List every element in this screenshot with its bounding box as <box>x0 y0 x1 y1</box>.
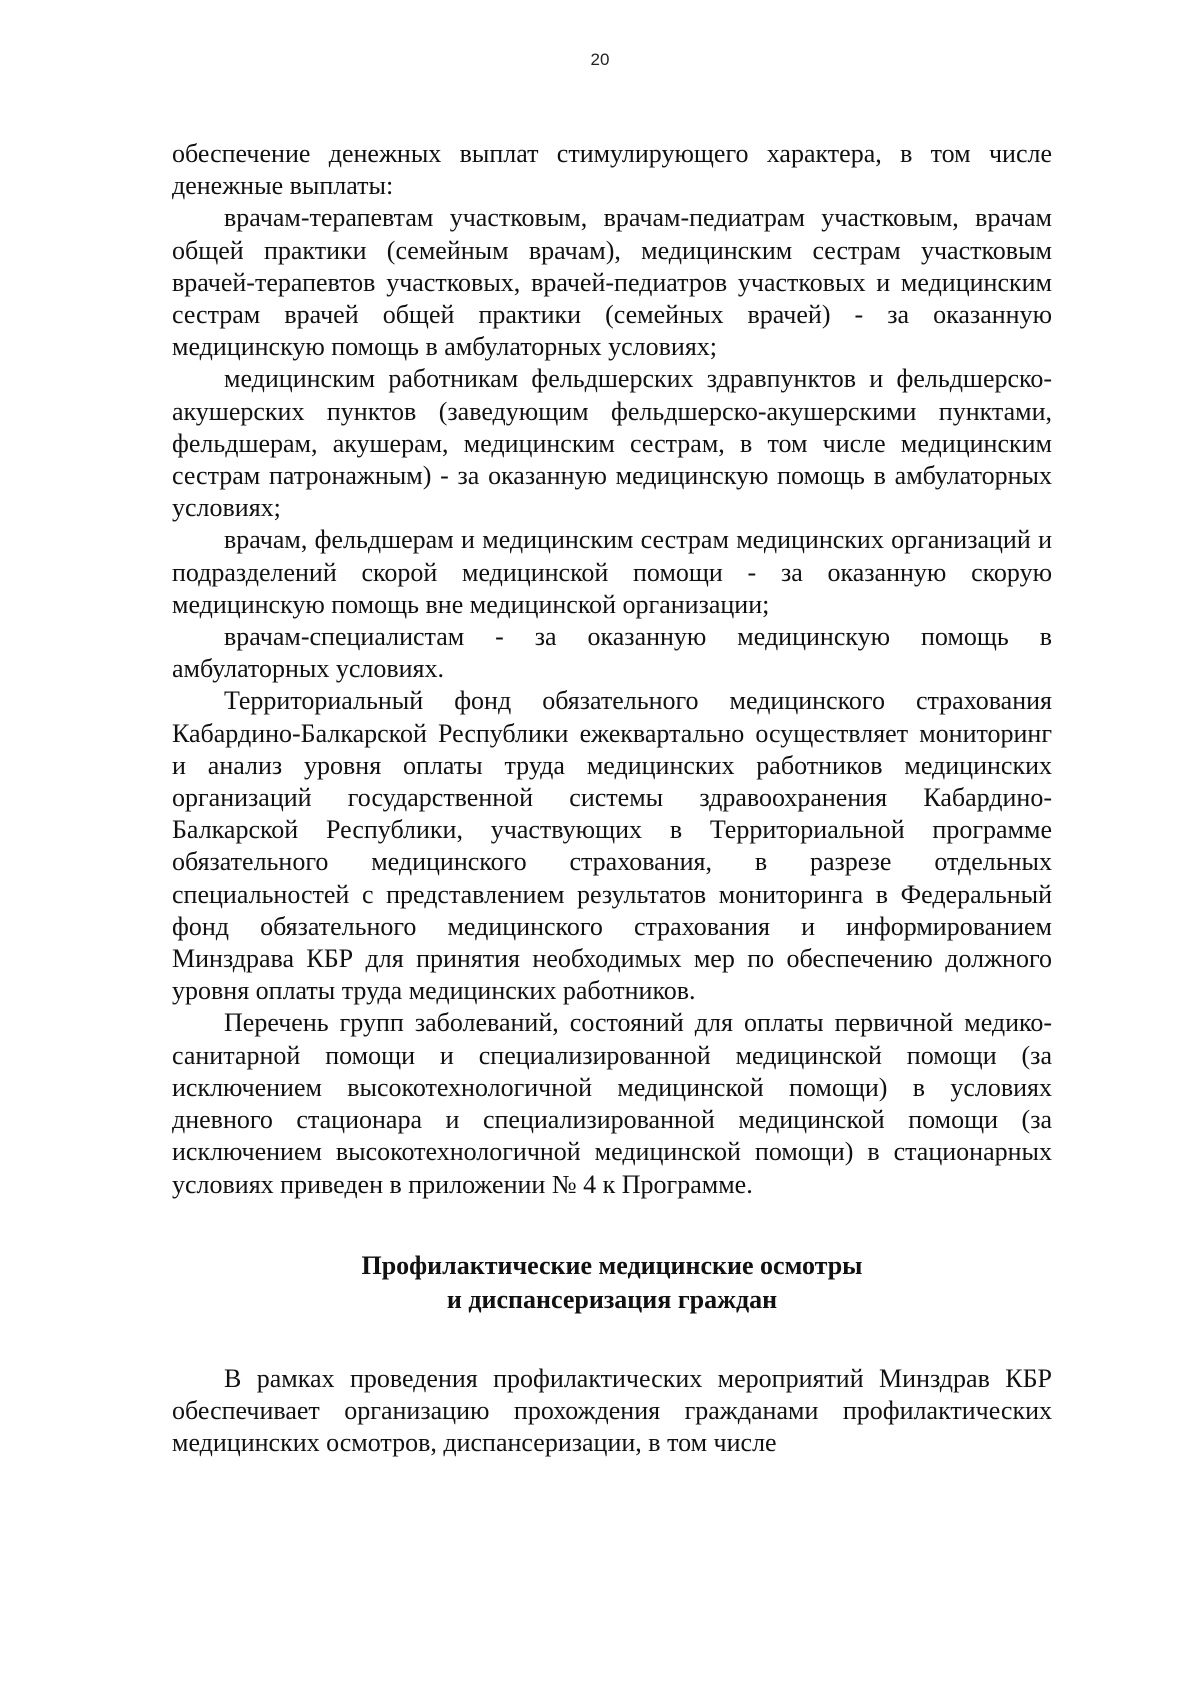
paragraph-feldsher-stations: медицинским работникам фельдшерских здравпунктов и фельдшерско-акушерских пунктов (заведующим фельдшерско-акушерскими пунктами, фельдшерам, акушерам, медицинским сестрам, в том числе медицинским сестрам патронажным) - за оказанную медицинскую помощь в амбулаторных условиях; <box>172 364 1052 523</box>
paragraph-intro: обеспечение денежных выплат стимулирующего характера, в том числе денежные выплаты: <box>172 139 1052 201</box>
section-heading-line-2: и диспансеризация граждан <box>446 1284 778 1314</box>
paragraph-preventive-measures: В рамках проведения профилактических мероприятий Минздрав КБР обеспечивает организацию прохождения гражданами профилактических медицинских осмотров, диспансеризации, в том числе <box>172 1363 1052 1458</box>
paragraph-specialists: врачам-специалистам - за оказанную медицинскую помощь в амбулаторных условиях. <box>172 622 1052 684</box>
paragraph-emergency-care: врачам, фельдшерам и медицинским сестрам медицинских организаций и подразделений скорой медицинской помощи - за оказанную скорую медицинскую помощь вне медицинской организации; <box>172 525 1052 619</box>
section-heading <box>172 1249 1052 1317</box>
paragraph-disease-groups: Перечень групп заболеваний, состояний для оплаты первичной медико-санитарной помощи и специализированной медицинской помощи (за исключением высокотехнологичной медицинской помощи) в условиях дневного стационара и специализированной медицинской помощи (за исключением высокотехнологичной медицинской помощи) в стационарных условиях приведен в приложении № 4 к Программе. <box>172 1008 1052 1199</box>
document-body <box>172 138 1052 1459</box>
page-number: 20 <box>590 50 610 69</box>
section-heading-line-1: Профилактические медицинские осмотры <box>361 1250 863 1280</box>
paragraph-district-doctors: врачам-терапевтам участковым, врачам-педиатрам участковым, врачам общей практики (семейным врачам), медицинским сестрам участковым врачей-терапевтов участковых, врачей-педиатров участковых и медицинским сестрам врачей общей практики (семейных врачей) - за оказанную медицинскую помощь в амбулаторных условиях; <box>172 203 1052 362</box>
paragraph-monitoring: Территориальный фонд обязательного медицинского страхования Кабардино-Балкарской Республики ежеквартально осуществляет мониторинг и анализ уровня оплаты труда медицинских работников медицинских организаций государственной системы здравоохранения Кабардино-Балкарской Республики, участвующих в Территориальной программе обязательного медицинского страхования, в разрезе отдельных специальностей с представлением результатов мониторинга в Федеральный фонд обязательного медицинского страхования и информированием Минздрава КБР для принятия необходимых мер по обеспечению должного уровня оплаты труда медицинских работников. <box>172 686 1052 1006</box>
